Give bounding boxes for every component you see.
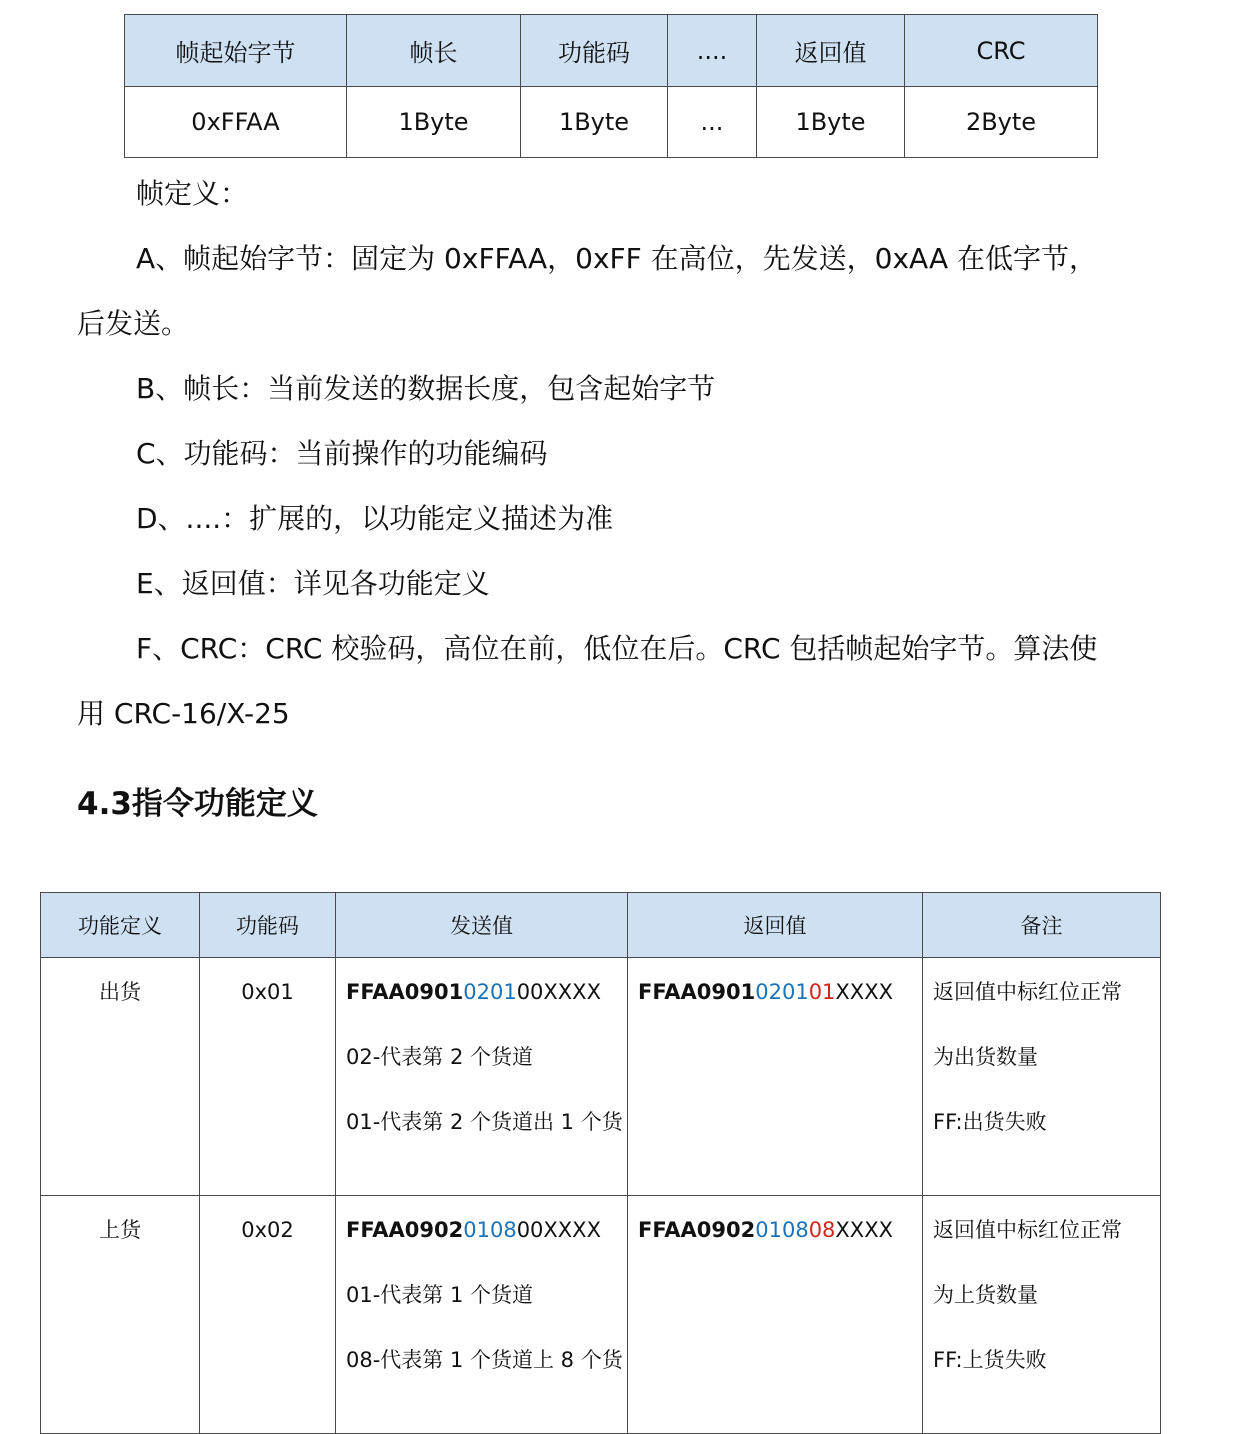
frame-value-row bbox=[125, 87, 1098, 158]
frame-value-cell: 0xFFAA bbox=[125, 87, 347, 158]
frame-header-cell: 帧长 bbox=[347, 15, 521, 87]
command-header-row bbox=[41, 893, 1161, 958]
command-definition-table bbox=[40, 892, 1161, 1434]
function-code: 0x01 bbox=[241, 980, 294, 1004]
remark-line: 为上货数量 bbox=[933, 1283, 1038, 1307]
send-note: 01-代表第 1 个货道 bbox=[346, 1283, 534, 1307]
function-name: 上货 bbox=[99, 1218, 141, 1242]
frame-header-cell: 返回值 bbox=[757, 15, 905, 87]
frame-value-cell: 1Byte bbox=[521, 87, 668, 158]
send-value-prefix: FFAA0901 bbox=[346, 980, 464, 1004]
frame-value-cell: 1Byte bbox=[347, 87, 521, 158]
return-value-highlight: 0201 bbox=[755, 980, 809, 1004]
definition-a-line2: 后发送。 bbox=[77, 307, 190, 340]
return-value-prefix: FFAA0902 bbox=[638, 1218, 756, 1242]
command-row bbox=[41, 958, 1161, 1196]
function-code-cell bbox=[200, 958, 336, 1196]
send-value-highlight: 0108 bbox=[463, 1218, 517, 1242]
return-value-result: 08 bbox=[808, 1218, 836, 1242]
command-header-cell: 发送值 bbox=[336, 893, 628, 958]
definition-d: D、....：扩展的，以功能定义描述为准 bbox=[136, 502, 614, 535]
remark-line: 为出货数量 bbox=[933, 1045, 1038, 1069]
command-header-cell: 备注 bbox=[923, 893, 1161, 958]
definition-f-line1: F、CRC：CRC 校验码，高位在前，低位在后。CRC 包括帧起始字节。算法使 bbox=[136, 632, 1098, 665]
function-name-cell bbox=[41, 958, 200, 1196]
send-note: 08-代表第 1 个货道上 8 个货 bbox=[346, 1348, 623, 1372]
send-value-prefix: FFAA0902 bbox=[346, 1218, 464, 1242]
return-value-result: 01 bbox=[808, 980, 836, 1004]
frame-value-cell: ... bbox=[668, 87, 757, 158]
send-note: 02-代表第 2 个货道 bbox=[346, 1045, 534, 1069]
function-code-cell bbox=[200, 1196, 336, 1434]
return-value-cell bbox=[628, 1196, 923, 1434]
frame-header-cell: CRC bbox=[905, 15, 1098, 87]
send-note: 01-代表第 2 个货道出 1 个货 bbox=[346, 1110, 623, 1134]
remark-line: 返回值中标红位正常 bbox=[933, 1218, 1122, 1242]
command-header-cell: 功能码 bbox=[200, 893, 336, 958]
definition-c: C、功能码：当前操作的功能编码 bbox=[136, 437, 548, 470]
frame-definition-label: 帧定义： bbox=[136, 177, 249, 210]
send-value bbox=[346, 976, 617, 1041]
remark-line: FF:上货失败 bbox=[933, 1348, 1047, 1372]
command-header-cell: 功能定义 bbox=[41, 893, 200, 958]
definition-b: B、帧长：当前发送的数据长度，包含起始字节 bbox=[136, 372, 716, 405]
send-value-suffix: 00XXXX bbox=[516, 980, 601, 1004]
remark-line: FF:出货失败 bbox=[933, 1110, 1047, 1134]
frame-header-cell: 功能码 bbox=[521, 15, 668, 87]
return-value-suffix: XXXX bbox=[835, 1218, 893, 1242]
return-value-cell bbox=[628, 958, 923, 1196]
function-name: 出货 bbox=[99, 980, 141, 1004]
return-value bbox=[638, 1214, 912, 1279]
frame-value-cell: 1Byte bbox=[757, 87, 905, 158]
return-value-highlight: 0108 bbox=[755, 1218, 809, 1242]
definition-a-line1: A、帧起始字节：固定为 0xFFAA，0xFF 在高位，先发送，0xAA 在低字节， bbox=[136, 242, 1098, 275]
section-heading: 4.3指令功能定义 bbox=[77, 786, 318, 822]
send-value-cell bbox=[336, 1196, 628, 1434]
frame-value-cell: 2Byte bbox=[905, 87, 1098, 158]
return-value-prefix: FFAA0901 bbox=[638, 980, 756, 1004]
definition-f-line2: 用 CRC-16/X-25 bbox=[77, 697, 290, 730]
remark-cell bbox=[923, 1196, 1161, 1434]
command-row bbox=[41, 1196, 1161, 1434]
command-header-cell: 返回值 bbox=[628, 893, 923, 958]
frame-header-cell: .... bbox=[668, 15, 757, 87]
send-value bbox=[346, 1214, 617, 1279]
remark-cell bbox=[923, 958, 1161, 1196]
frame-format-table bbox=[124, 14, 1098, 158]
frame-header-row bbox=[125, 15, 1098, 87]
send-value-cell bbox=[336, 958, 628, 1196]
return-value bbox=[638, 976, 912, 1041]
definition-e: E、返回值：详见各功能定义 bbox=[136, 567, 490, 600]
send-value-suffix: 00XXXX bbox=[516, 1218, 601, 1242]
send-value-highlight: 0201 bbox=[463, 980, 517, 1004]
remark-line: 返回值中标红位正常 bbox=[933, 980, 1122, 1004]
frame-header-cell: 帧起始字节 bbox=[125, 15, 347, 87]
return-value-suffix: XXXX bbox=[835, 980, 893, 1004]
function-name-cell bbox=[41, 1196, 200, 1434]
function-code: 0x02 bbox=[241, 1218, 294, 1242]
